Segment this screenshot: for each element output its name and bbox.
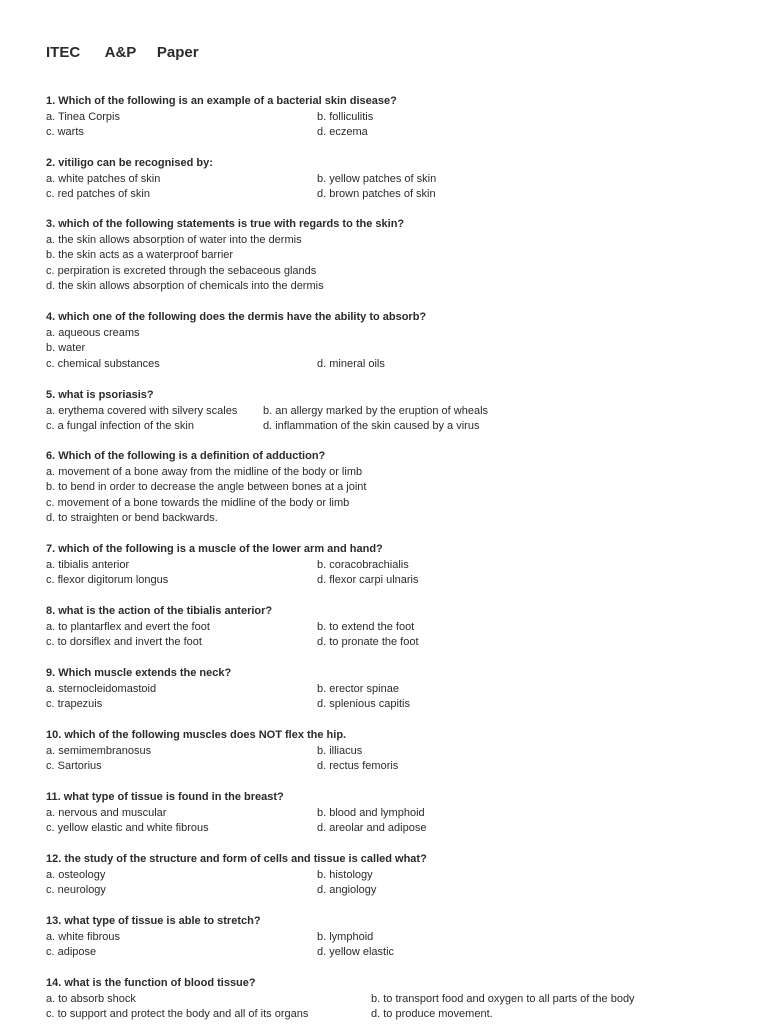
answer-option: c. neurology: [46, 884, 106, 896]
answer-option: d. brown patches of skin: [317, 188, 436, 200]
question-text: 14. what is the function of blood tissue?: [46, 977, 256, 989]
answer-option: c. to dorsiflex and invert the foot: [46, 636, 202, 648]
question-text: 8. what is the action of the tibialis anterior?: [46, 605, 273, 617]
answer-option: d. splenious capitis: [317, 698, 410, 710]
question-text: 1. Which of the following is an example of a bacterial skin disease?: [46, 95, 397, 107]
answer-row: [46, 573, 419, 589]
answer-row: [46, 682, 399, 698]
answer-option: d. to straighten or bend backwards.: [46, 512, 218, 524]
answer-row: [46, 404, 489, 420]
answer-option: d. yellow elastic: [317, 946, 395, 958]
question-2: [46, 156, 437, 203]
answer-option: a. white patches of skin: [46, 172, 161, 185]
answer-option: a. aqueous creams: [46, 326, 140, 339]
answer-option: b. to bend in order to decrease the angle between bones at a joint: [46, 481, 367, 493]
answer-option: b. to extend the foot: [317, 620, 415, 633]
question-5: [46, 388, 489, 435]
question-13: [46, 914, 395, 961]
question-12: [46, 852, 427, 899]
answer-row: [46, 341, 426, 357]
question-text: 7. which of the following is a muscle of the lower arm and hand?: [46, 543, 383, 555]
answer-row: [46, 806, 425, 822]
answer-option: c. Sartorius: [46, 760, 102, 772]
answer-row: [46, 1007, 493, 1023]
answer-option: c. adipose: [46, 946, 97, 958]
answer-option: a. osteology: [46, 868, 106, 881]
answer-option: b. erector spinae: [317, 682, 399, 695]
answer-row: [46, 992, 635, 1008]
question-text: 9. Which muscle extends the neck?: [46, 667, 232, 679]
answer-option: d. rectus femoris: [317, 760, 399, 772]
answer-row: [46, 945, 395, 961]
answer-option: b. the skin acts as a waterproof barrier: [46, 249, 234, 261]
question-text: 5. what is psoriasis?: [46, 389, 154, 401]
answer-option: a. to absorb shock: [46, 992, 136, 1005]
question-8: [46, 604, 419, 651]
answer-option: a. sternocleidomastoid: [46, 682, 157, 695]
answer-row: [46, 496, 366, 512]
answer-row: [46, 279, 404, 295]
answer-option: d. angiology: [317, 884, 377, 896]
answer-row: [46, 465, 366, 481]
answer-row: [46, 558, 409, 574]
answer-option: c. flexor digitorum longus: [46, 574, 169, 586]
answer-option: d. the skin allows absorption of chemicals into the dermis: [46, 280, 324, 292]
answer-option: c. a fungal infection of the skin: [46, 420, 194, 432]
answer-option: b. illiacus: [317, 744, 363, 757]
answer-option: b. lymphoid: [317, 930, 374, 943]
question-text: 4. which one of the following does the dermis have the ability to absorb?: [46, 311, 427, 323]
question-3: [46, 217, 404, 295]
answer-row: [46, 172, 437, 188]
answer-option: a. the skin allows absorption of water into the dermis: [46, 233, 302, 246]
answer-row: [46, 419, 480, 435]
question-text: 3. which of the following statements is true with regards to the skin?: [46, 218, 405, 230]
answer-row: [46, 744, 363, 760]
answer-option: c. movement of a bone towards the midline of the body or limb: [46, 496, 350, 509]
answer-option: d. eczema: [317, 126, 368, 138]
answer-option: c. to support and protect the body and all of its organs: [46, 1008, 309, 1020]
answer-row: [46, 187, 436, 203]
answer-option: d. flexor carpi ulnaris: [317, 574, 419, 586]
question-11: [46, 790, 427, 837]
answer-option: b. folliculitis: [317, 110, 374, 123]
answer-row: [46, 697, 410, 713]
answer-option: b. coracobrachialis: [317, 558, 409, 571]
question-14: [46, 976, 635, 1023]
question-text: 11. what type of tissue is found in the breast?: [46, 791, 284, 803]
answer-option: b. to transport food and oxygen to all parts of the body: [371, 992, 635, 1005]
question-4: [46, 310, 426, 372]
answer-option: d. areolar and adipose: [317, 822, 427, 834]
answer-row: [46, 868, 427, 884]
answer-row: [46, 480, 366, 496]
answer-option: c. yellow elastic and white fibrous: [46, 822, 209, 834]
answer-row: [46, 511, 366, 527]
question-text: 10. which of the following muscles does NOT flex the hip.: [46, 729, 347, 741]
answer-row: [46, 930, 374, 946]
answer-option: a. erythema covered with silvery scales: [46, 404, 238, 417]
question-6: [46, 449, 366, 527]
question-9: [46, 666, 410, 713]
answer-option: a. to plantarflex and evert the foot: [46, 620, 210, 633]
answer-row: [46, 883, 427, 899]
question-7: [46, 542, 419, 589]
answer-row: [46, 264, 404, 280]
answer-option: b. yellow patches of skin: [317, 172, 437, 185]
answer-row: [46, 233, 404, 249]
answer-option: d. to produce movement.: [371, 1008, 493, 1020]
answer-option: a. Tinea Corpis: [46, 110, 120, 123]
answer-option: b. blood and lymphoid: [317, 806, 425, 819]
answer-option: c. trapezuis: [46, 698, 103, 710]
answer-row: [46, 620, 415, 636]
answer-option: d. inflammation of the skin caused by a virus: [263, 420, 480, 432]
answer-row: [46, 357, 426, 373]
answer-option: a. tibialis anterior: [46, 558, 130, 571]
answer-option: a. nervous and muscular: [46, 806, 167, 819]
answer-option: d. to pronate the foot: [317, 636, 419, 648]
answer-row: [46, 326, 426, 342]
question-10: [46, 728, 399, 775]
answer-option: b. an allergy marked by the eruption of wheals: [263, 404, 489, 417]
answer-option: b. histology: [317, 868, 373, 881]
answer-row: [46, 125, 397, 141]
answer-option: c. warts: [46, 126, 84, 138]
answer-option: d. mineral oils: [317, 357, 385, 370]
answer-row: [46, 635, 419, 651]
question-text: 2. vitiligo can be recognised by:: [46, 157, 213, 169]
answer-option: c. red patches of skin: [46, 188, 150, 200]
answer-row: [46, 821, 427, 837]
question-text: 6. Which of the following is a definition of adduction?: [46, 450, 326, 462]
answer-row: [46, 759, 399, 775]
answer-row: [46, 248, 404, 264]
question-text: 13. what type of tissue is able to stretch?: [46, 915, 261, 927]
paper-title: ITEC A&P Paper: [46, 44, 199, 61]
answer-option: c. perpiration is excreted through the sebaceous glands: [46, 264, 317, 277]
question-1: [46, 94, 397, 141]
question-text: 12. the study of the structure and form of cells and tissue is called what?: [46, 853, 427, 865]
answer-option: a. semimembranosus: [46, 744, 152, 757]
answer-option: a. white fibrous: [46, 930, 120, 943]
answer-option: b. water: [46, 342, 86, 354]
answer-row: [46, 110, 397, 126]
answer-option: c. chemical substances: [46, 357, 160, 370]
answer-option: a. movement of a bone away from the midline of the body or limb: [46, 465, 363, 478]
